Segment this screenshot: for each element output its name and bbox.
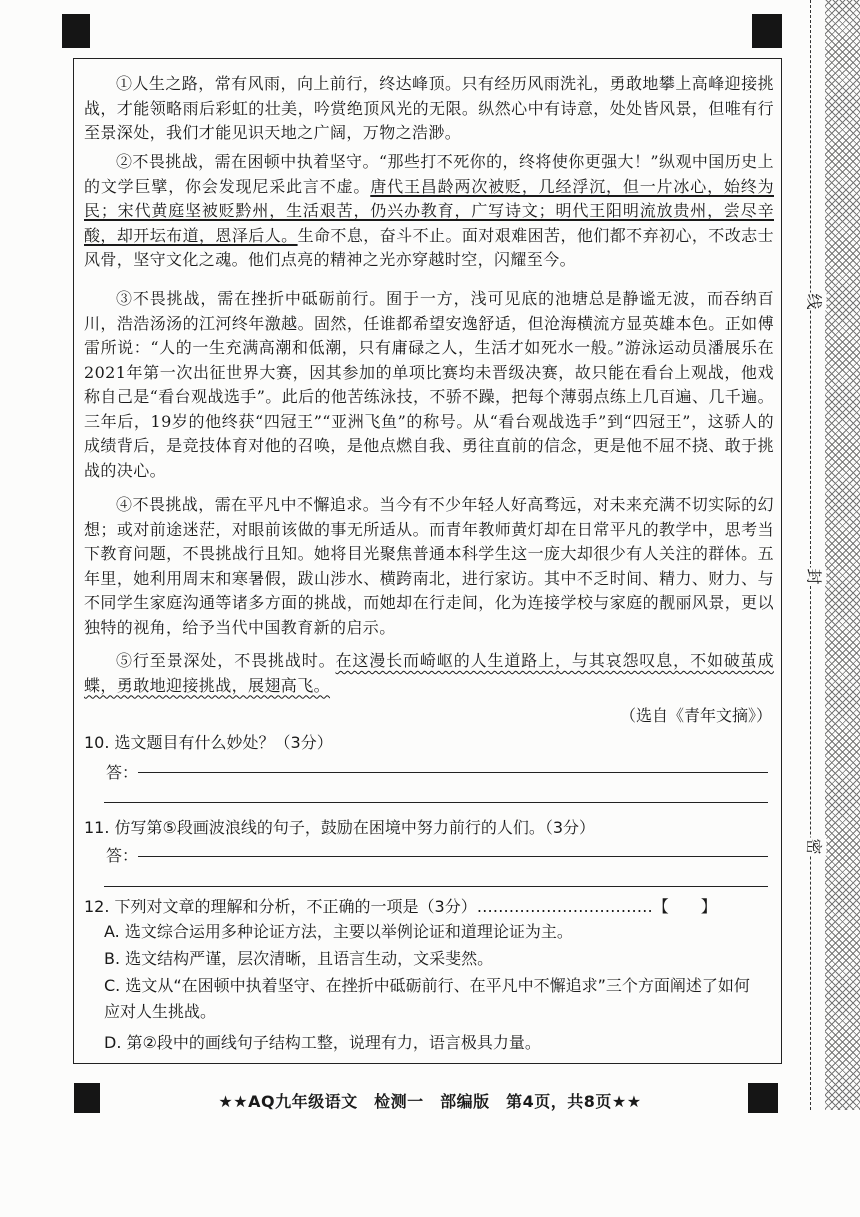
question-12: 12. 下列对文章的理解和分析，不正确的一项是（3分）……………………………【 】	[84, 897, 717, 916]
question-11: 11. 仿写第⑤段画波浪线的句子，鼓励在困境中努力前行的人们。（3分）	[84, 818, 596, 837]
paragraph-3: ③不畏挑战，需在挫折中砥砺前行。囿于一方，浅可见底的池塘总是静谧无波，而吞纳百川，浩浩汤汤的江河终年激越。固然，任谁都希望安逸舒适，但沧海横流方显英雄本色。正如傅雷所说：“人的一生充满高潮和低潮，只有庸碌之人，生活才如死水一般。”游泳运动员潘展乐在2021年第一次出征世界大赛，因其参加的单项比赛均未晋级决赛，故只能在看台上观战，他戏称自己是“看台观战选手”。此后的他苦练泳技，不骄不躁，把每个薄弱点练上几百遍、几千遍。三年后，19岁的他终获“四冠王”“亚洲飞鱼”的称号。从“看台观战选手”到“四冠王”，这骄人的成绩背后，是竞技体育对他的召唤，是他点燃自我、勇往直前的信念，更是他不屈不挠、敢于挑战的决心。	[84, 289, 774, 480]
paragraph-1: ①人生之路，常有风雨，向上前行，终达峰顶。只有经历风雨洗礼，勇敢地攀上高峰迎接挑战，才能领略雨后彩虹的壮美，吟赏绝顶风光的无限。纵然心中有诗意，处处皆风景，但唯有行至景深处，我们才能见识天地之广阔，万物之浩渺。	[84, 74, 774, 142]
paragraph-2	[84, 150, 774, 273]
underlined-sentence: 唐代王昌龄两次被贬，几经浮沉，但一片冰心，始终为民；宋代黄庭坚被贬黔州，生活艰苦，仍兴办教育，广写诗文；明代王阳明流放贵州，尝尽辛酸，却开坛布道，恩泽后人。	[84, 176, 774, 245]
wavy-underlined-sentence: 在这漫长而崎岖的人生道路上，与其哀怨叹息，不如破茧成蝶，勇敢地迎接挑战，展翅高飞。	[84, 651, 774, 695]
option-b[interactable]: B. 选文结构严谨，层次清晰，且语言生动，文采斐然。	[104, 949, 494, 968]
source-citation: （选自《青年文摘》）	[619, 706, 772, 725]
answer-label-10: 答：	[106, 763, 139, 782]
binding-char-xian: 线	[804, 293, 827, 311]
paragraph-5-lead: ⑤行至景深处，不畏挑战时。	[116, 651, 336, 670]
binding-char-mi: 密	[804, 838, 827, 856]
answer-line-11b[interactable]	[104, 886, 768, 887]
registration-marker-top-left	[62, 14, 90, 48]
answer-line-11a[interactable]	[138, 856, 768, 857]
question-10: 10. 选文题目有什么妙处？（3分）	[84, 733, 333, 752]
answer-label-11: 答：	[106, 846, 139, 865]
binding-dashed-line	[810, 0, 811, 1110]
answer-line-10b[interactable]	[104, 802, 768, 803]
paragraph-2-lead: ②不畏挑战，需在困顿中执着坚守。“那些打不死你的，终将使你更强大！”纵观中国历史上的文学巨擘，你会发现尼采此言不虚。	[84, 152, 774, 196]
answer-line-10a[interactable]	[138, 772, 768, 773]
paragraph-5	[84, 649, 774, 698]
page-footer: ★★AQ九年级语文 检测一 部编版 第4页，共8页★★	[218, 1092, 642, 1111]
registration-marker-top-right	[752, 14, 782, 48]
paragraph-2-tail: 生命不息，奋斗不止。面对艰难困苦，他们都不弃初心，不改志士风骨，坚守文化之魂。他们点亮的精神之光亦穿越时空，闪耀至今。	[84, 225, 774, 269]
option-d[interactable]: D. 第②段中的画线句子结构工整，说理有力，语言极具力量。	[104, 1033, 541, 1052]
option-a[interactable]: A. 选文综合运用多种论证方法，主要以举例论证和道理论证为主。	[104, 922, 573, 941]
binding-hatch-band	[825, 0, 860, 1110]
binding-char-feng: 封	[804, 568, 827, 586]
option-c[interactable]: C. 选文从“在困顿中执着坚守、在挫折中砥砺前行、在平凡中不懈追求”三个方面阐述了如何应对人生挑战。	[104, 976, 750, 1021]
paragraph-4: ④不畏挑战，需在平凡中不懈追求。当今有不少年轻人好高骛远，对未来充满不切实际的幻想；或对前途迷茫，对眼前该做的事无所适从。而青年教师黄灯却在日常平凡的教学中，思考当下教育问题，不畏挑战行且知。她将目光聚焦普通本科学生这一庞大却很少有人关注的群体。五年里，她利用周末和寒暑假，跋山涉水、横跨南北，进行家访。其中不乏时间、精力、财力、与不同学生家庭沟通等诸多方面的挑战，而她却在行走间，化为连接学校与家庭的靓丽风景，更以独特的视角，给予当代中国教育新的启示。	[84, 495, 774, 637]
